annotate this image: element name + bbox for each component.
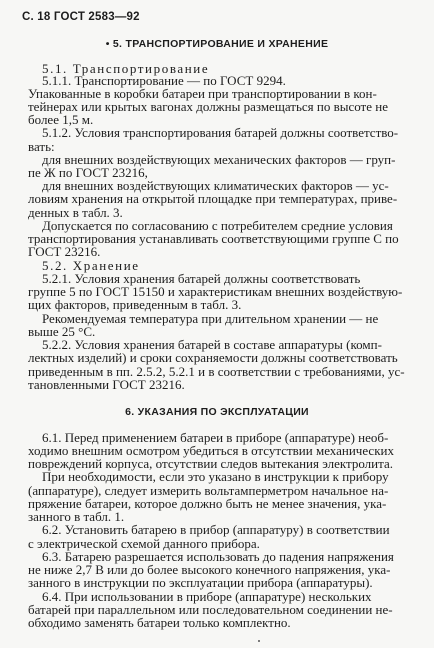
bullet-mark: • [105, 38, 110, 50]
text-line: группе 5 по ГОСТ 15150 и характеристикам внешних воздействую- [28, 284, 403, 299]
text-line: батарей при параллельном или последовательном соединении не- [28, 602, 393, 617]
text-line: для внешних воздействующих климатических факторов — ус- [42, 178, 389, 193]
text-line: транспортирования устанавливать соответствующими группе С по [28, 231, 399, 246]
text-line: Упакованные в коробки батареи при транспортировании в кон- [28, 86, 377, 101]
subsection-heading: 5.1. Транспортирование [42, 61, 210, 76]
text-line: ловиям хранения на открытой площадке при температурах, приве- [28, 191, 398, 206]
section-5-title: 5. ТРАНСПОРТИРОВАНИЕ И ХРАНЕНИЕ [112, 38, 329, 50]
text-line: для внешних воздействующих механических факторов — груп- [42, 152, 396, 167]
text-line: щих факторов, приведенным в табл. 3. [28, 297, 242, 312]
text-line: повреждений корпуса, отсутствии следов вытекания электролита. [28, 456, 393, 471]
text-line: 6.1. Перед применением батареи в приборе (аппаратуре) необ- [42, 430, 389, 445]
text-line: тановленными ГОСТ 23216. [28, 377, 185, 392]
subsection-heading: 5.2. Хранение [42, 258, 140, 273]
page-header: С. 18 ГОСТ 2583—92 [22, 11, 140, 23]
text-line: выше 25 °С. [28, 324, 96, 339]
text-line: 6.2. Установить батарею в прибор (аппаратуру) в соответствии [42, 522, 390, 537]
text-line: пряжение батареи, которое должно быть не менее значения, ука- [28, 496, 387, 511]
text-line: тейнерах или крытых вагонах должны размещаться по высоте не [28, 99, 388, 114]
section-6-title: 6. УКАЗАНИЯ ПО ЭКСПЛУАТАЦИИ [125, 406, 309, 418]
text-line: 6.3. Батарею разрешается использовать до падения напряжения [42, 549, 394, 564]
text-line: ГОСТ 23216. [28, 244, 101, 259]
text-line: занного в инструкции по эксплуатации прибора (аппаратуры). [28, 575, 373, 590]
text-line: более 1,5 м. [28, 112, 94, 127]
text-line: 6.4. При использовании в приборе (аппаратуре) нескольких [42, 589, 372, 604]
text-line: приведенным в пп. 2.5.2, 5.2.1 и в соответствии с требованиями, ус- [28, 364, 405, 379]
text-line: пе Ж по ГОСТ 23216, [28, 165, 148, 180]
text-line: вать: [28, 139, 55, 154]
text-line: (аппаратуре), следует измерить вольтамперметром начальное на- [28, 483, 389, 498]
text-line: ходимо внешним осмотром убедиться в отсутствии механических [28, 443, 394, 458]
text-line: Допускается по согласованию с потребителем средние условия [42, 218, 393, 233]
text-line: лектных изделий) и сроки сохраняемости должны соответствовать [28, 350, 398, 365]
section-5-heading [0, 38, 434, 50]
text-line: Рекомендуемая температура при длительном хранении — не [42, 311, 379, 326]
text-line: не ниже 2,7 В или до более высокого конечного напряжения, ука- [28, 562, 391, 577]
text-line: При необходимости, если это указано в инструкции к прибору [42, 469, 389, 484]
text-line: обходимо заменять батареи только комплектно. [28, 615, 291, 630]
text-line: занного в табл. 1. [28, 509, 125, 524]
scan-speck [258, 640, 260, 642]
text-line: 5.2.2. Условия хранения батарей в составе аппаратуры (комп- [42, 337, 382, 352]
text-line: 5.1.1. Транспортирование — по ГОСТ 9294. [42, 73, 286, 88]
text-line: денных в табл. 3. [28, 205, 123, 220]
text-line: с электрической схемой данного прибора. [28, 536, 260, 551]
text-line: 5.1.2. Условия транспортирования батарей должны соответство- [42, 125, 399, 140]
text-line: 5.2.1. Условия хранения батарей должны соответствовать [42, 271, 361, 286]
